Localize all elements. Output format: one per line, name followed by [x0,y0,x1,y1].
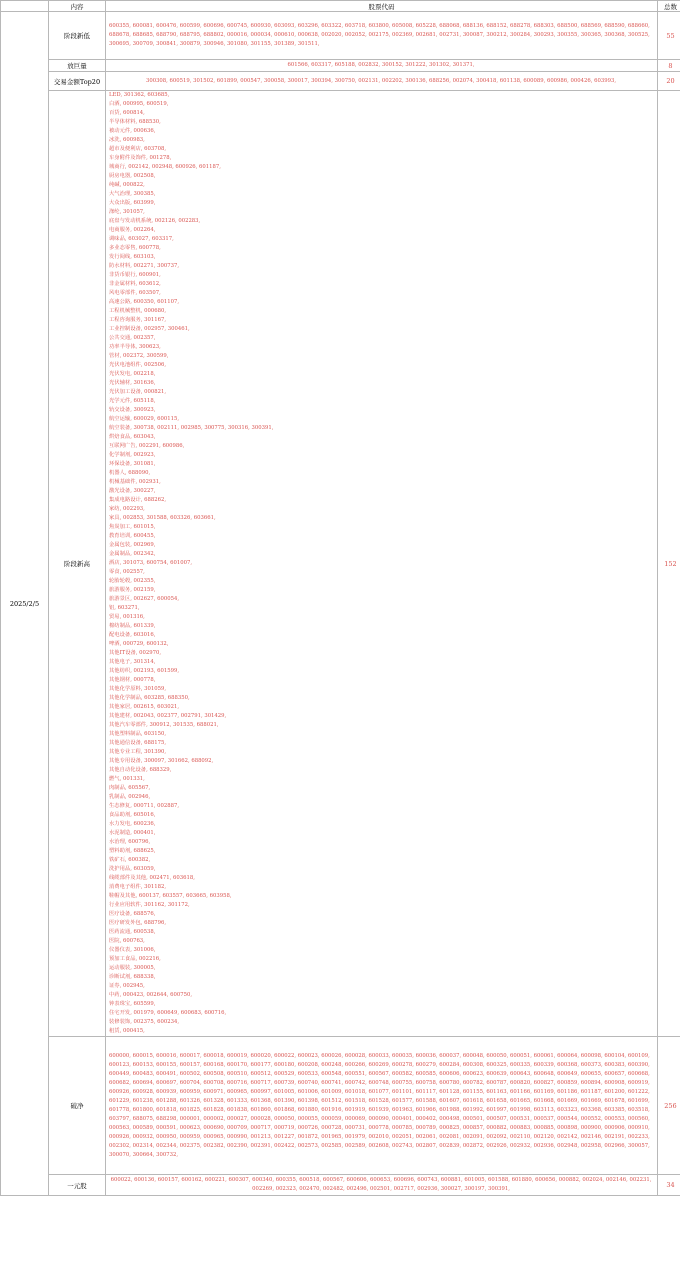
industry-item: 教育培训, 600455, [109,533,156,539]
industry-item: 公共交通, 002357, [109,335,156,341]
industry-item: 贸易, 001316, [109,614,145,620]
industry-item: 医院, 600763, [109,938,145,944]
industry-item: 食品助剂, 605016, [109,812,156,818]
industry-item: 轨交设备, 300923, [109,407,156,413]
industry-item: 轮胎轮毂, 002355, [109,578,156,584]
industry-item: 酒店, 301073, 600754, 601007, [109,560,193,566]
industry-item: 钟表珠宝, 605599, [109,1001,156,1007]
industry-item: 铝, 603271, [109,605,140,611]
industry-item: 金属制品, 002342, [109,551,156,557]
industry-item: 乳制品, 002946, [109,794,151,800]
industry-item: 高速公路, 600350, 601107, [109,299,180,305]
row-one-yuan [1,1175,680,1196]
industry-item: 啤酒, 000729, 600132, [109,641,169,647]
row-net [1,1037,680,1175]
header-row [1,1,680,12]
industry-item: 管材, 002372, 300599, [109,353,169,359]
header-content: 内容 [49,1,106,12]
category-new-high: 阶段新高 [49,91,106,1037]
industry-item: 工程机械整机, 000680, [109,308,167,314]
industry-item: 工程咨询服务, 301167, [109,317,167,323]
industry-item: 其他IT设备, 002970, [109,650,162,656]
count-volume: 8 [658,60,680,72]
industry-item: 住宅开发, 001979, 600649, 600683, 600716, [109,1010,227,1016]
industry-item: 水力发电, 600236, [109,821,156,827]
industry-item: 零食, 002557, [109,569,145,575]
industry-item: 其他自动化设备, 688329, [109,767,172,773]
industry-item: 激光设备, 300227, [109,488,156,494]
industry-item: 仪器仪表, 301006, [109,947,156,953]
industry-item: 塑料助剂, 688625, [109,848,156,854]
industry-item: 城商行, 002142, 002948, 600926, 601187, [109,164,221,170]
category-net: 破净 [49,1037,106,1175]
industry-item: 其他汽车零部件, 300912, 301535, 688021, [109,722,219,728]
codes-net: 600000, 600015, 600016, 600017, 600018, 600019, 600020, 600022, 600023, 600026, 600028, 600033, 600035, 600036, 600037, 600048, 600050, 600051, 600061, 600064, 600098, 600104, 600109, 600123, 600153, 600155, 600157, 600168, 600170, 600177, 600180, 600208, 600248, 600266, 600269, 600278, 600279, 600284, 600308, 600325, 600335, 600339, 600368, 600373, 600383, 600390, 600449, 600483, 600491, 600502, 600508, 600510, 600512, 600529, 600533, 600548, 600551, 600567, 600582, 600585, 600606, 600623, 600639, 600643, 600648, 600649, 600655, 600657, 600668, 600682, 600694, 600697, 600704, 600708, 600716, 600717, 600739, 600740, 600741, 600742, 600748, 600755, 600758, 600780, 600782, 600787, 600820, 600827, 600859, 600894, 600908, 600919, 600926, 600928, 600939, 600959, 600971, 600965, 600997, 601005, 601006, 601009, 601018, 601077, 601101, 601117, 601128, 601155, 601163, 601166, 601169, 601186, 601187, 601200, 601222, 601229, 601238, 601288, 601326, 601328, 601333, 601368, 601390, 601398, 601512, 601518, 601528, 601577, 601588, 601607, 601618, 601658, 601665, 601668, 601669, 601669, 601678, 601699, 601778, 601800, 601818, 601825, 601828, 601838, 601860, 601868, 601880, 601916, 601919, 601939, 601963, 601966, 601988, 601992, 601997, 601998, 603113, 603323, 603368, 603385, 603518, 603797, 688075, 688298, 000001, 000002, 000027, 000028, 000050, 000055, 000059, 000069, 000090, 000401, 000402, 000498, 000501, 000507, 000531, 000537, 000544, 000552, 000553, 000560, 000563, 000589, 000591, 000623, 000690, 000709, 000717, 000719, 000726, 000728, 000731, 000778, 000785, 000789, 000825, 000857, 000882, 000883, 000885, 000898, 000900, 000906, 000910, 000926, 000932, 000950, 000959, 000965, 000990, 001213, 001227, 001872, 001965, 001979, 002010, 002051, 002061, 002081, 002091, 002092, 002110, 002120, 002142, 002146, 002191, 002233, 002302, 002314, 002344, 002375, 002382, 002390, 002391, 002422, 002573, 002585, 002589, 002608, 002743, 002807, 002839, 002872, 002926, 002932, 002936, 002948, 002958, 002966, 300057, 300070, 300664, 300732, [106,1037,658,1175]
industry-item: 多业态零售, 600778, [109,245,161,251]
industry-item: 光学元件, 605118, [109,398,156,404]
industry-item: 航空运输, 600029, 600115, [109,416,180,422]
industry-item: 预加工食品, 002216, [109,956,161,962]
industry-item: 防水材料, 002271, 300737, [109,263,180,269]
row-new-high [1,91,680,1037]
industry-item: 大众出版, 603999, [109,200,156,206]
industry-item: 医疗设备, 688576, [109,911,156,917]
industry-item: 功率半导体, 300623, [109,344,161,350]
row-volume [1,60,680,72]
industry-item: 互联网广告, 002291, 600986, [109,443,185,449]
industry-item: 机械基础件, 002931, [109,479,161,485]
industry-item: 大气治理, 300385, [109,191,156,197]
industry-item: 证券, 002945, [109,983,145,989]
header-date-blank [1,1,49,12]
industry-item: 光伏发电, 002218, [109,371,156,377]
industry-item: 涤纶, 301057, [109,209,145,215]
industry-item: 行业应用软件, 301162, 301172, [109,902,190,908]
industry-item: 白酒, 000995, 600519, [109,101,169,107]
industry-item: 其他专用设备, 300097, 301662, 688092, [109,758,214,764]
codes-one-yuan: 600022, 600136, 600157, 600162, 600221, 600307, 600340, 600355, 600518, 600567, 600606, 600653, 600696, 600743, 600881, 601005, 601588, 601880, 600656, 000882, 002024, 002146, 002231, 002269, 002323, 002470, 002482, 002496, 002501, 002717, 002936, 300027, 300197, 300391, [106,1175,658,1196]
industry-item: 车身附件及饰件, 001278, [109,155,172,161]
industry-item: 其他塑料制品, 603150, [109,731,167,737]
industry-item: 生态修复, 000711, 002887, [109,803,180,809]
industry-item: 化学制剂, 002923, [109,452,156,458]
industry-item: 纯碱, 000822, [109,182,145,188]
industry-item: 水泥制造, 000401, [109,830,156,836]
header-codes: 股票代码 [106,1,658,12]
header-count: 总数 [658,1,680,12]
category-top20: 交易金额Top20 [49,72,106,91]
codes-new-low: 600355, 600081, 600476, 600599, 600696, 600745, 600930, 603093, 603296, 603322, 603718, 603800, 605008, 605228, 688068, 688136, 688152, 688278, 688303, 688500, 688569, 688590, 688660, 688678, 688685, 688790, 688795, 688802, 000016, 000034, 000610, 000638, 002020, 002052, 002175, 002369, 002681, 002731, 300087, 300212, 300284, 300293, 300355, 300365, 300368, 300525, 300695, 300709, 300841, 300879, 300946, 301080, 301155, 301389, 301511, [106,12,658,60]
industry-item: 非货币银行, 600901, [109,272,161,278]
industry-item: 其他化学制品, 603285, 688350, [109,695,190,701]
count-new-low: 55 [658,12,680,60]
industry-item: 底盘与发动机系统, 002126, 002283, [109,218,201,224]
industry-item: 旅游景区, 002627, 600054, [109,596,180,602]
count-net: 256 [658,1037,680,1175]
industry-item: 其他钢材, 000778, [109,677,156,683]
industry-item: 集成电路设计, 688262, [109,497,167,503]
codes-top20: 300308, 600519, 301502, 601899, 000547, 300058, 300017, 300394, 300750, 002131, 002202, 300136, 688256, 002074, 300418, 601138, 600089, 600986, 000426, 603993, [106,72,658,91]
industry-item: 航空装备, 300738, 002111, 002985, 300775, 300316, 300391, [109,425,274,431]
industry-item: 家纺, 002293, [109,506,145,512]
industry-item: 其他家居, 002615, 603021, [109,704,180,710]
industry-item: 中药, 000423, 002644, 600750, [109,992,193,998]
industry-item: 棉纺制品, 601339, [109,623,156,629]
category-one-yuan: 一元股 [49,1175,106,1196]
industry-item: 医药流通, 600538, [109,929,156,935]
industry-item: LED, 301362, 603685, [109,92,170,98]
category-new-low: 阶段新低 [49,12,106,60]
count-one-yuan: 34 [658,1175,680,1196]
industry-item: 医疗研发外包, 688796, [109,920,167,926]
industry-item: 租赁, 000415, [109,1028,145,1034]
industry-item: 配电设备, 603016, [109,632,156,638]
industry-item: 装修装饰, 002375, 600234, [109,1019,180,1025]
industry-list [109,91,653,1036]
industry-item: 线缆部件及其他, 002471, 603618, [109,875,195,881]
industry-item: 诊断试剂, 688338, [109,974,156,980]
industry-item: 半导体材料, 688530, [109,119,161,125]
count-new-high: 152 [658,91,680,1037]
industry-item: 光伏电池组件, 002506, [109,362,167,368]
industry-item: 旅游服务, 002159, [109,587,156,593]
codes-volume: 601566, 603317, 605188, 002832, 300152, 301222, 301302, 301371, [106,60,658,72]
industry-item: 铁矿石, 600382, [109,857,151,863]
industry-item: 非金属材料, 603612, [109,281,161,287]
row-new-low [1,12,680,60]
industry-item: 环保设备, 301081, [109,461,156,467]
count-top20: 20 [658,72,680,91]
industry-item: 烘焙食品, 603043, [109,434,156,440]
industry-item: 超市及便利店, 603708, [109,146,167,152]
industry-item: 风电零部件, 603507, [109,290,161,296]
industry-item: 被动元件, 000636, [109,128,156,134]
industry-item: 百货, 600814, [109,110,145,116]
industry-item: 鞋帽及其他, 600137, 603557, 603665, 603958, [109,893,232,899]
industry-item: 其他通信设备, 688175, [109,740,167,746]
industry-item: 消费电子组件, 301182, [109,884,167,890]
industry-item: 肉制品, 605567, [109,785,151,791]
industry-item: 其他专业工程, 301390, [109,749,167,755]
industry-item: 冰洗, 600983, [109,137,145,143]
industry-item: 其他电子, 301314, [109,659,156,665]
industry-item: 家具, 002853, 301588, 603326, 603661, [109,515,216,521]
industry-item: 水治理, 600796, [109,839,151,845]
industry-item: 其他纺织, 002193, 601599, [109,668,180,674]
industry-item: 金属包装, 002969, [109,542,156,548]
industry-item: 机器人, 688090, [109,470,151,476]
row-top20 [1,72,680,91]
industry-item: 调味品, 603027, 603317, [109,236,174,242]
industry-item: 焦炭加工, 601015, [109,524,156,530]
industry-item: 电商服务, 002264, [109,227,156,233]
industry-item: 洗护用品, 603059, [109,866,156,872]
industry-item: 其他化学原料, 301059, [109,686,167,692]
industry-item: 光伏加工设备, 000821, [109,389,167,395]
industry-item: 光伏辅材, 301636, [109,380,156,386]
industry-item: 厨房电器, 002508, [109,173,156,179]
category-volume: 放巨量 [49,60,106,72]
codes-new-high [106,91,658,1037]
industry-item: 工业控制设备, 002957, 300461, [109,326,190,332]
industry-item: 燃气, 001331, [109,776,145,782]
industry-item: 运动服装, 300005, [109,965,156,971]
industry-item: 发行阅线, 603103, [109,254,156,260]
date-cell: 2025/2/5 [1,12,49,1196]
industry-item: 其他建材, 002043, 002377, 002791, 301429, [109,713,227,719]
